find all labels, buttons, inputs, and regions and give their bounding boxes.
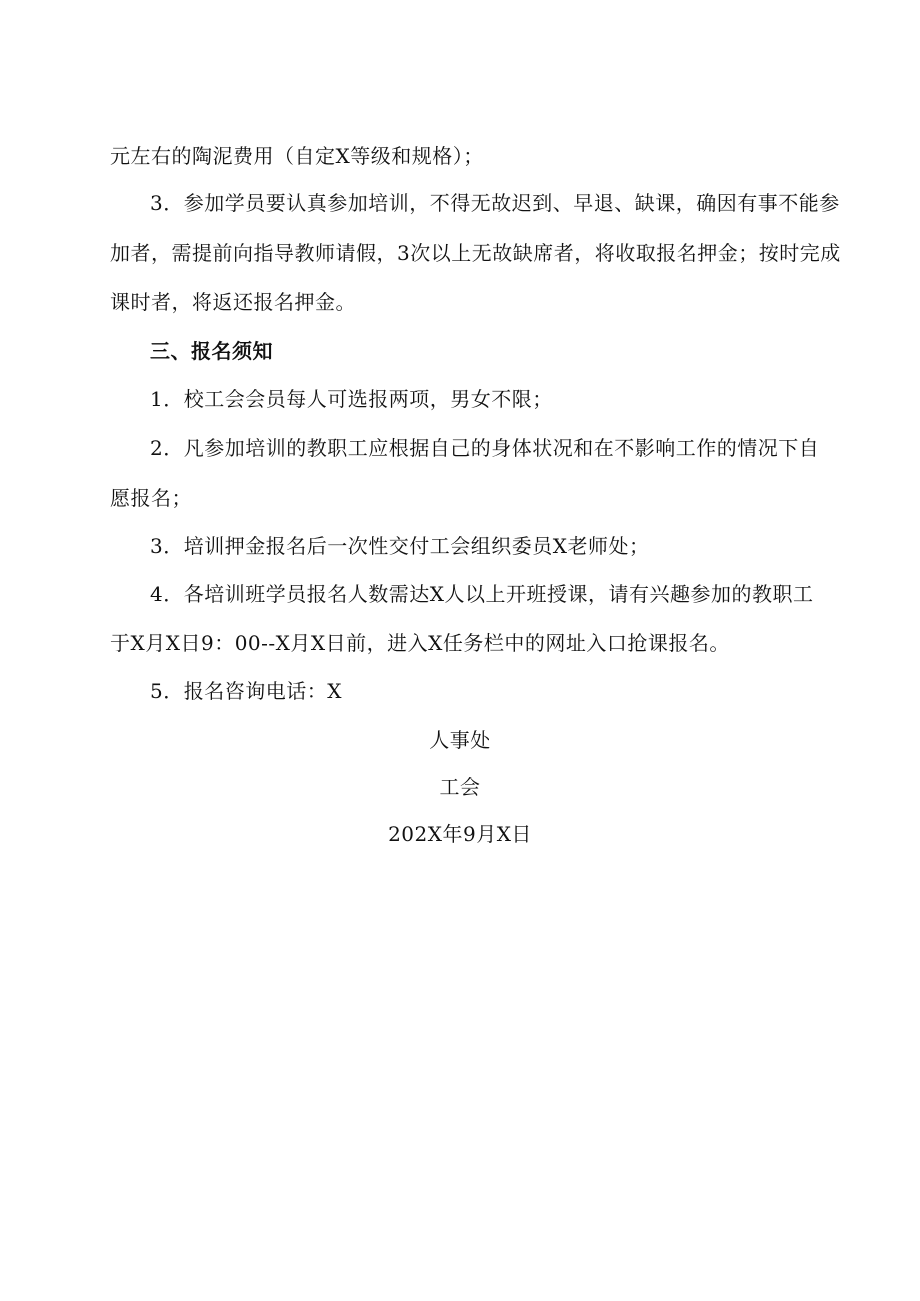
continuation-line: 元左右的陶泥费用（自定X等级和规格）； <box>110 144 484 168</box>
notice-item-1: 1．校工会会员每人可选报两项，男女不限； <box>150 387 553 411</box>
signature-org-union: 工会 <box>439 775 481 799</box>
notice-item-5: 5．报名咨询电话：X <box>150 679 342 703</box>
notice-item-4-line-1: 4．各培训班学员报名人数需达X人以上开班授课，请有兴趣参加的教职工 <box>150 582 814 606</box>
item3-paragraph-line-1: 3．参加学员要认真参加培训，不得无故迟到、早退、缺课，确因有事不能参 <box>150 191 840 215</box>
notice-item-3: 3．培训押金报名后一次性交付工会组织委员X老师处； <box>150 534 650 558</box>
item3-paragraph-line-2: 加者，需提前向指导教师请假，3次以上无故缺席者，将收取报名押金；按时完成 <box>110 241 841 265</box>
item3-paragraph-line-3: 课时者，将返还报名押金。 <box>110 290 356 314</box>
section3-heading: 三、报名须知 <box>150 339 273 363</box>
notice-item-2-line-2: 愿报名； <box>110 486 192 510</box>
notice-item-4-line-2: 于X月X日9：00--X月X日前，进入X任务栏中的网址入口抢课报名。 <box>110 631 730 655</box>
signature-org-hr: 人事处 <box>429 728 491 752</box>
signature-date: 202X年9月X日 <box>388 822 532 846</box>
notice-item-2-line-1: 2．凡参加培训的教职工应根据自己的身体状况和在不影响工作的情况下自 <box>150 436 820 460</box>
